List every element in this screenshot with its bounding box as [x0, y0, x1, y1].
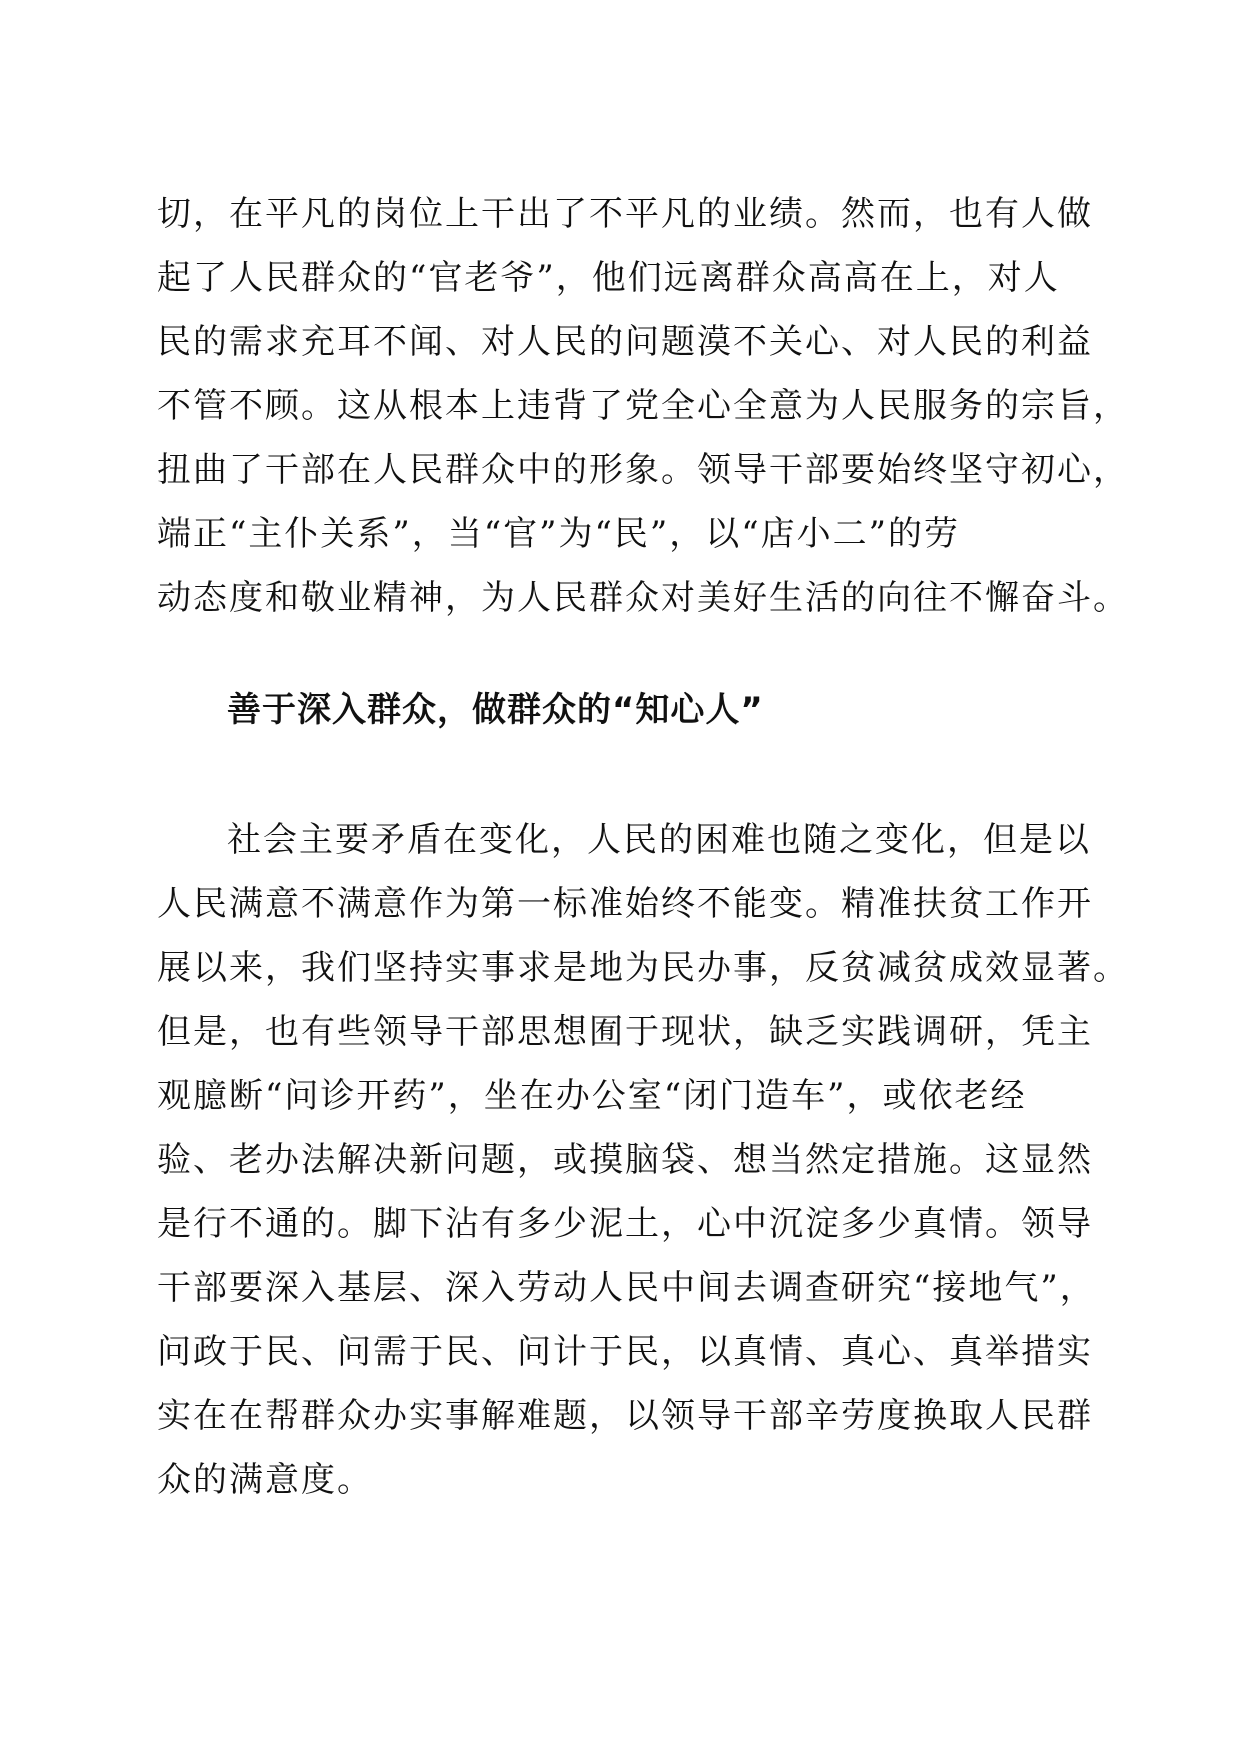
- paragraph-line: 众的满意度。: [157, 1460, 373, 1500]
- paragraph-line: 端正“主仆关系”，当“官”为“民”，以“店小二”的劳: [157, 514, 961, 554]
- paragraph-line: 观臆断“问诊开药”，坐在办公室“闭门造车”，或依老经: [157, 1076, 1027, 1116]
- paragraph-line: 实在在帮群众办实事解难题，以领导干部辛劳度换取人民群: [157, 1396, 1093, 1436]
- paragraph-line: 干部要深入基层、深入劳动人民中间去调查研究“接地气”，: [157, 1268, 1096, 1308]
- paragraph-line: 是行不通的。脚下沾有多少泥土，心中沉淀多少真情。领导: [157, 1204, 1093, 1244]
- paragraph-line: 民的需求充耳不闻、对人民的问题漠不关心、对人民的利益: [157, 322, 1093, 362]
- paragraph-line: 展以来，我们坚持实事求是地为民办事，反贫减贫成效显著。: [157, 948, 1129, 988]
- section-heading-text: 善于深入群众，做群众的“知心人”: [227, 690, 764, 730]
- paragraph-line: 验、老办法解决新问题，或摸脑袋、想当然定措施。这显然: [157, 1140, 1093, 1180]
- paragraph-line: 扭曲了干部在人民群众中的形象。领导干部要始终坚守初心，: [157, 450, 1129, 490]
- section-heading: [227, 678, 1167, 742]
- paragraph-line: 切，在平凡的岗位上干出了不平凡的业绩。然而，也有人做: [157, 194, 1093, 234]
- paragraph-line: 动态度和敬业精神，为人民群众对美好生活的向往不懈奋斗。: [157, 578, 1129, 618]
- paragraph-line: 问政于民、问需于民、问计于民，以真情、真心、真举措实: [157, 1332, 1093, 1372]
- paragraph-line: 社会主要矛盾在变化，人民的困难也随之变化，但是以: [227, 820, 1091, 860]
- paragraph-2: [157, 808, 1129, 1512]
- paragraph-line: 但是，也有些领导干部思想囿于现状，缺乏实践调研，凭主: [157, 1012, 1093, 1052]
- paragraph-line: 人民满意不满意作为第一标准始终不能变。精准扶贫工作开: [157, 884, 1093, 924]
- paragraph-line: 不管不顾。这从根本上违背了党全心全意为人民服务的宗旨，: [157, 386, 1129, 426]
- paragraph-1: [157, 182, 1129, 630]
- paragraph-line: 起了人民群众的“官老爷”，他们远离群众高高在上，对人: [157, 258, 1060, 298]
